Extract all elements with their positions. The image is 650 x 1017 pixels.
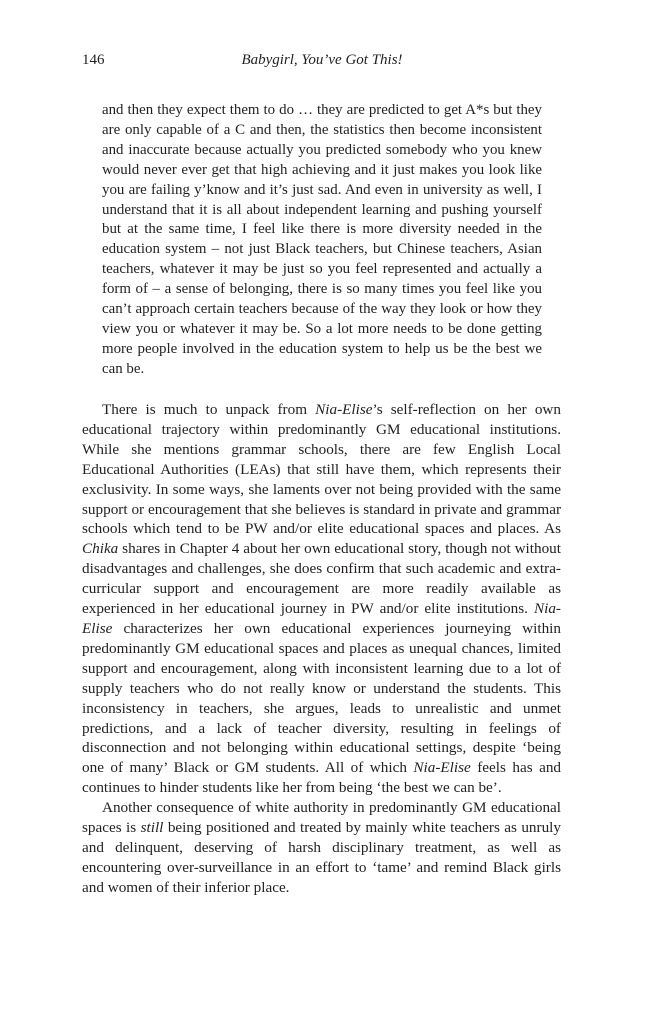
quote-paragraph: and then they expect them to do … they are predicted to get A*s but they are only capable of a C and then, the statistics then become inconsistent and inaccurate because actually you predicted somebody who you knew would never ever get that high achieving and it just makes you look like you are failing y’know and it’s just sad. And even in university as well, I understand that it is all about independent learning and pushing yourself but at the same time, I feel like there is more diversity needed in the education system – not just Black teachers, but Chinese teachers, Asian teachers, whatever it may be just so you feel represented and actually a form of – a sense of belonging, there is so many times you feel like you can’t approach certain teachers because of the way they look or how they view you or whatever it may be. So a lot more needs to be done getting more people involved in the education system to help us be the best we can be.	[102, 102, 542, 377]
emphasis-word: still	[140, 819, 164, 837]
running-header	[82, 52, 562, 72]
emphasis-name: Nia-Elise	[82, 600, 561, 637]
text-run: There is much to unpack from	[102, 401, 316, 418]
body-text	[82, 400, 561, 898]
body-paragraph-2	[82, 798, 561, 898]
text-run: feels has and continues to hinder students like her from being ‘the best we can be’.	[82, 759, 562, 797]
body-paragraph-1	[82, 400, 561, 798]
emphasis-name: Nia-Elise	[315, 401, 373, 418]
running-title: Babygirl, You’ve Got This!	[241, 52, 403, 68]
text-run: being positioned and treated by mainly white teachers as unruly and delinquent, deserving of harsh disciplinary treatment, as well as encountering over-surveillance in an effort to ‘tame’ and remind Black girls and women of their inferior place.	[82, 819, 561, 896]
text-run: Another consequence of white authority in predominantly GM educational spaces is	[82, 799, 561, 837]
text-run: shares in Chapter 4 about her own educational story, though not without disadvantages and challenges, she does confirm that such academic and extra-curricular support and encouragement are more readily available as experienced in her educational journey in PW and/or elite institutions.	[82, 540, 561, 618]
emphasis-name: Nia-Elise	[413, 759, 471, 777]
text-run: ’s self-reflection on her own educational trajectory within predominantly GM educational institutions. While she mentions grammar schools, there are few English Local Educational Authorities (LEAs) that still have them, which represents their exclusivity. In some ways, she laments over not being provided with the same support or encouragement that she believes is standard in private and grammar schools which tend to be PW and/or elite educational spaces and places. As	[82, 401, 561, 538]
emphasis-name: Chika	[82, 540, 119, 558]
text-run: characterizes her own educational experiences journeying within predominantly GM educational spaces and places as unequal chances, limited support and encouragement, along with inconsistent learning due to a lot of supply teachers who do not really know or understand the students. This inconsistency in teachers, she argues, leads to unrealistic and unmet predictions, and a lack of teacher diversity, resulting in feelings of disconnection and not belonging within educational settings, despite ‘being one of many’ Black or GM students. All of which	[82, 619, 561, 777]
block-quote	[102, 101, 542, 380]
page-number: 146	[82, 52, 105, 68]
